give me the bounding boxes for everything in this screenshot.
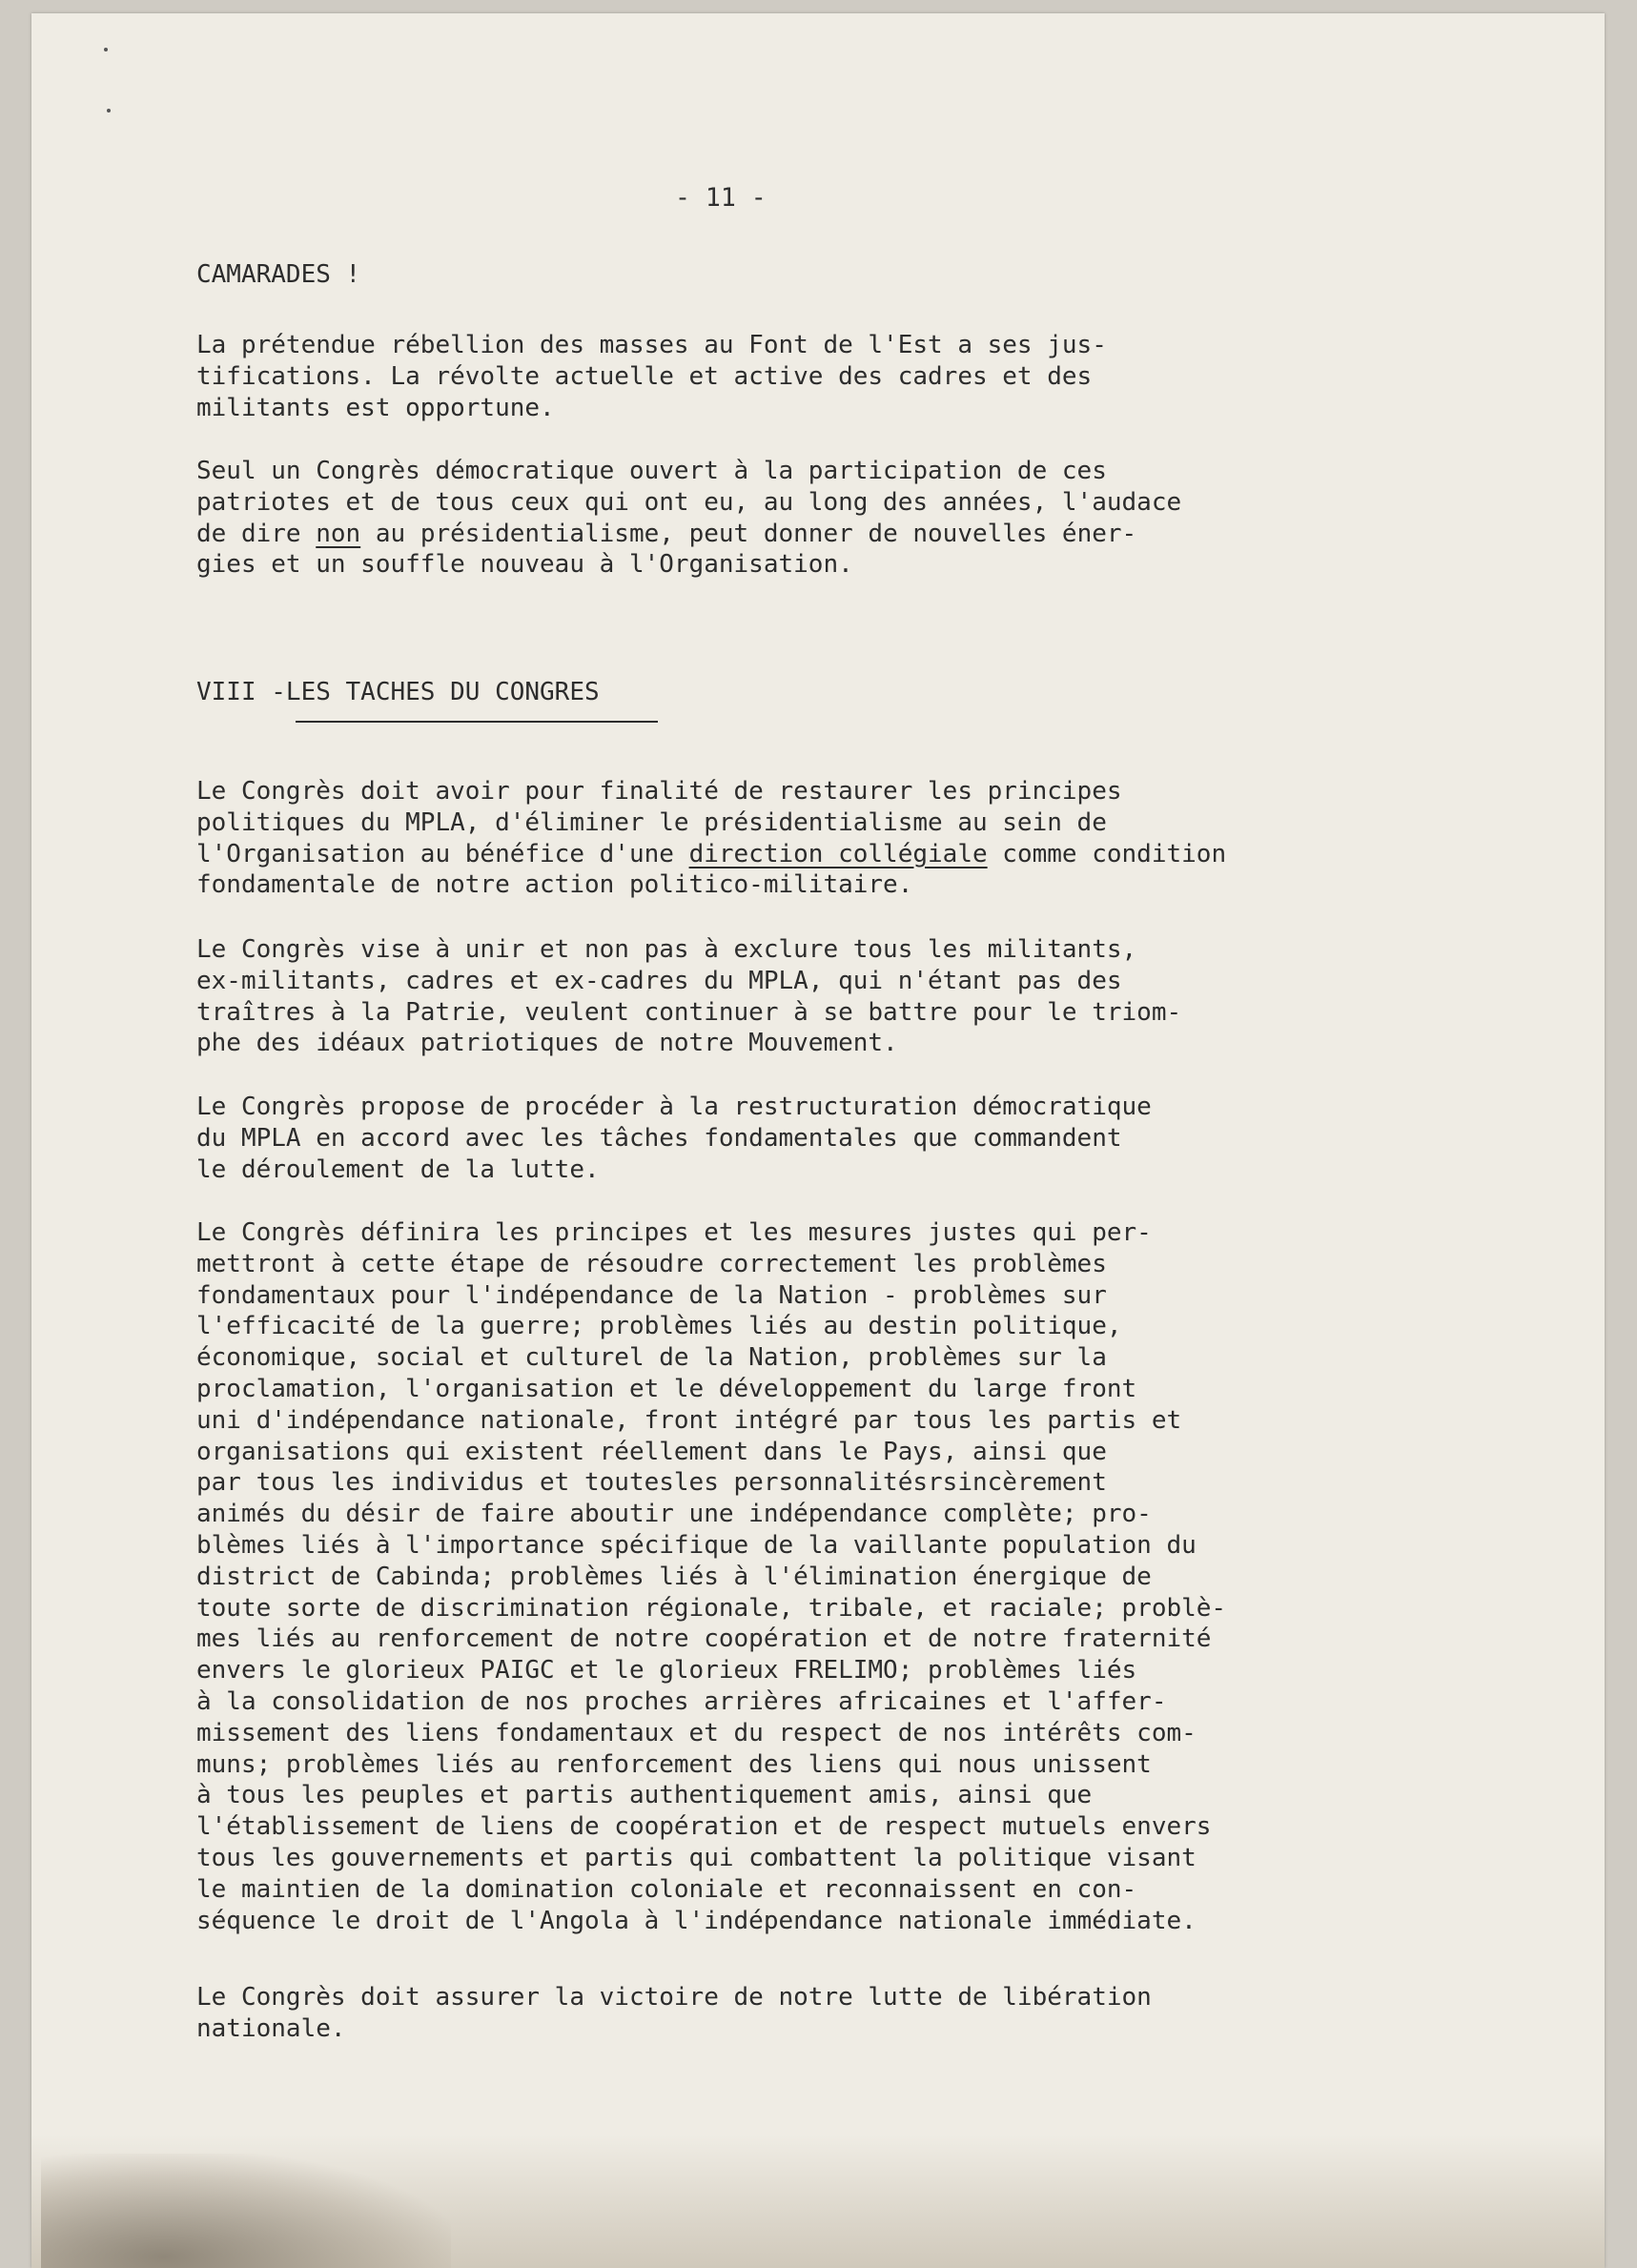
text-line: économique, social et culturel de la Nation, problèmes sur la <box>196 1343 1107 1373</box>
text-line: patriotes et de tous ceux qui ont eu, au long des années, l'audace <box>196 487 1182 517</box>
paragraph-3 <box>196 776 1436 901</box>
text-line: Le Congrès vise à unir et non pas à exclure tous les militants, <box>196 935 1137 964</box>
text-line: proclamation, l'organisation et le développement du large front <box>196 1374 1137 1403</box>
text-line: mes liés au renforcement de notre coopération et de notre fraternité <box>196 1624 1212 1654</box>
salutation-text: CAMARADES ! <box>196 260 361 289</box>
paragraph-5 <box>196 1092 1436 1185</box>
salutation <box>196 259 1436 291</box>
page-number: - 11 - <box>675 183 767 213</box>
underlined-word: non <box>316 519 361 548</box>
margin-mark <box>107 109 111 112</box>
text-line: animés du désir de faire aboutir une indépendance complète; pro- <box>196 1500 1152 1529</box>
text-line: le déroulement de la lutte. <box>196 1154 600 1184</box>
text-line: toute sorte de discrimination régionale, tribale, et raciale; problè- <box>196 1593 1227 1623</box>
text-line: à la consolidation de nos proches arrières africaines et l'affer- <box>196 1686 1167 1716</box>
text-line: tifications. La révolte actuelle et active des cadres et des <box>196 361 1093 391</box>
text-line: fondamentaux pour l'indépendance de la Nation - problèmes sur <box>196 1280 1107 1310</box>
text-line: organisations qui existent réellement dans le Pays, ainsi que <box>196 1437 1107 1466</box>
section-heading <box>196 677 1436 708</box>
text-line <box>196 519 1436 550</box>
paragraph-7 <box>196 1982 1436 2045</box>
text-line: district de Cabinda; problèmes liés à l'élimination énergique de <box>196 1562 1152 1591</box>
text-line: La prétendue rébellion des masses au Font de l'Est a ses jus- <box>196 331 1107 359</box>
section-heading-text: VIII -LES TACHES DU CONGRES <box>196 678 600 706</box>
text-line: militants est opportune. <box>196 393 555 422</box>
text-line: à tous les peuples et partis authentiquement amis, ainsi que <box>196 1781 1093 1810</box>
text-line: par tous les individus et toutesles personnalitésrsincèrement <box>196 1468 1107 1498</box>
paragraph-1 <box>196 330 1436 423</box>
paragraph-2 <box>196 456 1436 581</box>
text-line: ex-militants, cadres et ex-cadres du MPLA, qui n'étant pas des <box>196 966 1122 995</box>
margin-mark <box>104 48 108 51</box>
text-line: l'établissement de liens de coopération et de respect mutuels envers <box>196 1812 1212 1842</box>
text-segment: de dire <box>196 519 317 548</box>
paper-stain <box>41 2154 451 2268</box>
text-line: fondamentale de notre action politico-militaire. <box>196 870 913 900</box>
text-line <box>196 839 1436 870</box>
text-line: séquence le droit de l'Angola à l'indépendance nationale immédiate. <box>196 1906 1197 1935</box>
text-line: gies et un souffle nouveau à l'Organisation. <box>196 550 853 580</box>
text-line: politiques du MPLA, d'éliminer le présidentialisme au sein de <box>196 807 1107 837</box>
paragraph-6 <box>196 1217 1436 1936</box>
text-line: muns; problèmes liés au renforcement des liens qui nous unissent <box>196 1749 1152 1779</box>
text-line: l'efficacité de la guerre; problèmes liés au destin politique, <box>196 1312 1122 1341</box>
text-line: tous les gouvernements et partis qui combattent la politique visant <box>196 1843 1197 1872</box>
text-line: blèmes liés à l'importance spécifique de la vaillante population du <box>196 1530 1197 1560</box>
text-line: mettront à cette étape de résoudre correctement les problèmes <box>196 1249 1107 1278</box>
text-segment: comme condition <box>987 839 1227 868</box>
text-segment: l'Organisation au bénéfice d'une <box>196 839 689 868</box>
text-segment: au présidentialisme, peut donner de nouvelles éner- <box>360 519 1137 548</box>
text-line: Le Congrès doit avoir pour finalité de restaurer les principes <box>196 777 1122 806</box>
text-line: du MPLA en accord avec les tâches fondamentales que commandent <box>196 1123 1122 1153</box>
text-line: envers le glorieux PAIGC et le glorieux FRELIMO; problèmes liés <box>196 1656 1137 1686</box>
text-line: Le Congrès définira les principes et les mesures justes qui per- <box>196 1218 1152 1247</box>
paragraph-4 <box>196 934 1436 1059</box>
text-line: uni d'indépendance nationale, front intégré par tous les partis et <box>196 1405 1182 1435</box>
text-line: Le Congrès propose de procéder à la restructuration démocratique <box>196 1093 1152 1121</box>
text-line: nationale. <box>196 2013 346 2043</box>
text-line: phe des idéaux patriotiques de notre Mouvement. <box>196 1029 898 1058</box>
text-line: le maintien de la domination coloniale et reconnaissent en con- <box>196 1874 1137 1904</box>
text-line: Seul un Congrès démocratique ouvert à la participation de ces <box>196 457 1107 485</box>
text-line: missement des liens fondamentaux et du respect de nos intérêts com- <box>196 1718 1197 1747</box>
underlined-phrase: direction collégiale <box>688 839 988 868</box>
heading-underline <box>296 721 658 723</box>
text-line: Le Congrès doit assurer la victoire de notre lutte de libération <box>196 1983 1152 2012</box>
text-line: traîtres à la Patrie, veulent continuer à se battre pour le triom- <box>196 997 1182 1027</box>
